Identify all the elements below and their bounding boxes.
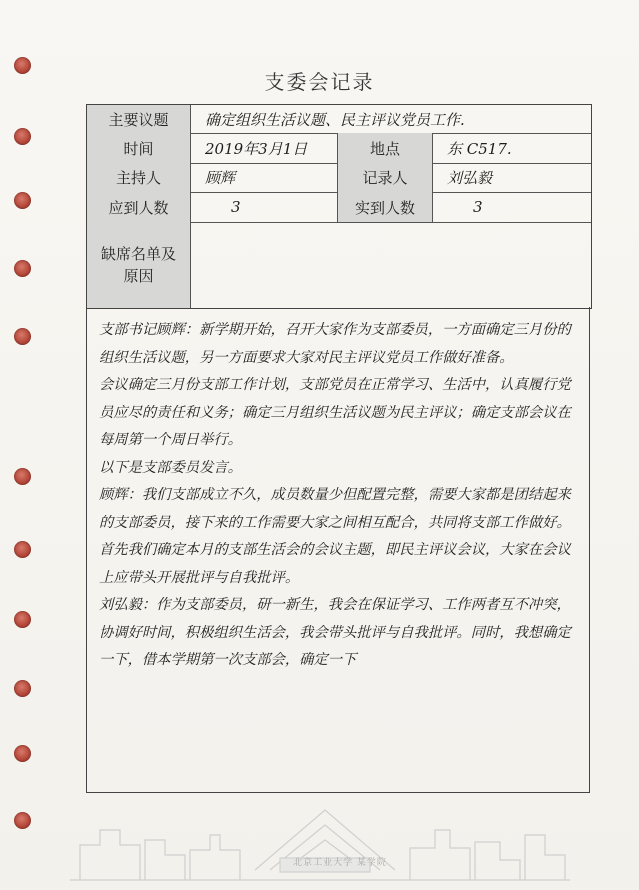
host-label: 主持人 bbox=[87, 163, 191, 192]
actual-value: 3 bbox=[473, 198, 483, 216]
binder-hole bbox=[14, 680, 31, 697]
notes-paragraph: 支部书记顾辉：新学期开始，召开大家作为支部委员，一方面确定三月份的组织生活议题，另一方面要求大家对民主评议党员工作做好准备。 bbox=[99, 322, 571, 366]
absent-value bbox=[191, 222, 591, 308]
binder-hole bbox=[14, 468, 31, 485]
notes-paragraph: 会议确定三月份支部工作计划，支部党员在正常学习、生活中，认真履行党员应尽的责任和义务；确定三月组织生活议题为民主评议；确定支部会议在每周第一个周日举行。 bbox=[99, 377, 571, 448]
expected-label: 应到人数 bbox=[87, 192, 191, 222]
actual-label: 实到人数 bbox=[338, 192, 433, 222]
expected-value: 3 bbox=[191, 192, 338, 222]
attendance-row bbox=[87, 192, 591, 223]
binder-hole bbox=[14, 192, 31, 209]
recorder-value: 刘弘毅 bbox=[447, 169, 493, 187]
place-value: 东 C517. bbox=[447, 139, 512, 158]
binder-hole bbox=[14, 541, 31, 558]
place-label: 地点 bbox=[338, 133, 433, 163]
absent-row bbox=[87, 222, 591, 308]
binder-hole bbox=[14, 260, 31, 277]
topic-row bbox=[87, 105, 591, 134]
binder-hole bbox=[14, 812, 31, 829]
time-value: 2019年3月1日 bbox=[191, 133, 338, 163]
topic-label: 主要议题 bbox=[87, 105, 191, 133]
time-label: 时间 bbox=[87, 133, 191, 163]
notes-paragraph: 顾辉：我们支部成立不久，成员数量少但配置完整，需要大家都是团结起来的支部委员，接下来的工作需要大家之间相互配合，共同将支部工作做好。首先我们确定本月的支部生活会的会议主题，即民主评议会议，大家在会议上应带头开展批评与自我批评。 bbox=[99, 487, 571, 586]
binder-hole bbox=[14, 745, 31, 762]
binder-hole bbox=[14, 128, 31, 145]
binder-hole bbox=[14, 611, 31, 628]
absent-label: 缺席名单及原因 bbox=[87, 222, 191, 308]
binder-hole bbox=[14, 328, 31, 345]
record-form bbox=[86, 104, 592, 309]
page-title: 支委会记录 bbox=[264, 70, 375, 94]
topic-value: 确定组织生活议题、民主评议党员工作. bbox=[205, 110, 465, 129]
campus-skyline-illustration bbox=[70, 800, 570, 890]
recorder-label: 记录人 bbox=[338, 163, 433, 192]
host-value: 顾辉 bbox=[191, 163, 338, 192]
meeting-notes bbox=[86, 307, 590, 793]
host-recorder-row bbox=[87, 163, 591, 193]
notes-paragraph: 以下是支部委员发言。 bbox=[99, 459, 242, 476]
time-place-row bbox=[87, 133, 591, 164]
notes-paragraph: 刘弘毅：作为支部委员，研一新生，我会在保证学习、工作两者互不冲突，协调好时间，积极组织生活会，我会带头批评与自我批评。同时，我想确定一下，借本学期第一次支部会，确定一下 bbox=[99, 597, 571, 668]
footer-banner-text: 北京工业大学 某学院 bbox=[293, 858, 387, 868]
